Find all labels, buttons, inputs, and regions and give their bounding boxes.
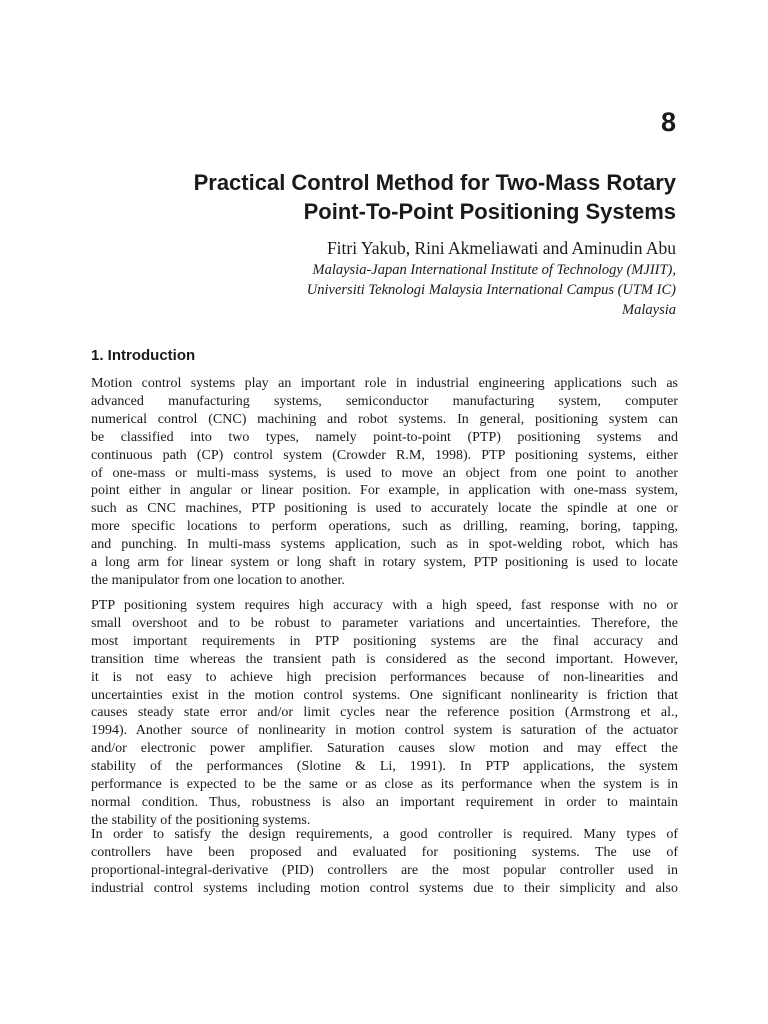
body-paragraph — [91, 597, 678, 830]
chapter-title-line: Practical Control Method for Two-Mass Rotary — [193, 170, 676, 195]
paragraph-line: industrial control systems including motion control systems due to their simplicity and also — [91, 880, 678, 896]
paragraph-line: transition time whereas the transient path is considered as the second important. However, — [91, 651, 678, 667]
paragraph-line: small overshoot and to be robust to parameter variations and uncertainties. Therefore, the — [91, 615, 678, 631]
paragraph-line: advanced manufacturing systems, semiconductor manufacturing system, computer — [91, 393, 678, 409]
paragraph-line: the stability of the positioning systems. — [91, 812, 311, 828]
paragraph-line: continuous path (CP) control system (Crowder R.M, 1998). PTP positioning systems, either — [91, 447, 678, 463]
paragraph-line: 1994). Another source of nonlinearity in motion control system is saturation of the actuator — [91, 723, 678, 739]
paragraph-line: a long arm for linear system or long shaft in rotary system, PTP positioning is used to locate — [91, 555, 678, 571]
paragraph-line: more specific locations to perform operations, such as drilling, reaming, boring, tapping, — [91, 519, 678, 535]
paragraph-line: In order to satisfy the design requirements, a good controller is required. Many types of — [91, 827, 678, 842]
author-block — [116, 236, 676, 320]
paragraph-line: PTP positioning system requires high accuracy with a high speed, fast response with no or — [91, 598, 678, 613]
paragraph-line: Motion control systems play an important role in industrial engineering applications such as — [91, 376, 678, 391]
paragraph-line: and punching. In multi-mass systems application, such as in spot-welding robot, which has — [91, 537, 678, 553]
section-heading: 1. Introduction — [91, 347, 196, 364]
paragraph-line: point either in angular or linear position. For example, in application with one-mass system, — [91, 483, 678, 499]
paragraph-line: controllers have been proposed and evaluated for positioning systems. The use of — [91, 844, 678, 860]
author-names: Fitri Yakub, Rini Akmeliawati and Aminudin Abu — [326, 238, 676, 258]
paragraph-line: and/or electronic power amplifier. Saturation causes slow motion and may effect the — [91, 741, 678, 757]
affiliation-line: Universiti Teknologi Malaysia International Campus (UTM IC) — [306, 282, 676, 298]
paragraph-line: of one-mass or multi-mass systems, is used to move an object from one point to another — [91, 465, 678, 481]
paragraph-line: uncertainties exist in the motion control systems. One significant nonlinearity is friction that — [91, 687, 678, 703]
chapter-number: 8 — [660, 107, 676, 137]
affiliation-line: Malaysia — [622, 302, 676, 318]
affiliation-line: Malaysia-Japan International Institute of Technology (MJIIT), — [312, 262, 676, 278]
paragraph-line: stability of the performances (Slotine & Li, 1991). In PTP applications, the system — [91, 759, 678, 775]
paragraph-line: proportional-integral-derivative (PID) controllers are the most popular controller used in — [91, 862, 678, 878]
paragraph-line: numerical control (CNC) machining and robot systems. In general, positioning system can — [91, 411, 678, 427]
paragraph-line: causes steady state error and/or limit cycles near the reference position (Armstrong et al., — [91, 705, 678, 721]
chapter-title — [76, 168, 676, 226]
paragraph-line: normal condition. Thus, robustness is also an important requirement in order to maintain — [91, 794, 678, 810]
paragraph-line: performance is expected to be the same or as close as its performance when the system is in — [91, 777, 678, 793]
paragraph-line: be classified into two types, namely point-to-point (PTP) positioning systems and — [91, 429, 678, 445]
body-paragraph — [91, 826, 678, 898]
paragraph-line: most important requirements in PTP positioning systems are the final accuracy and — [91, 633, 678, 649]
paragraph-line: the manipulator from one location to another. — [91, 572, 345, 588]
chapter-title-line: Point-To-Point Positioning Systems — [303, 199, 676, 224]
body-paragraph — [91, 375, 678, 590]
paragraph-line: it is not easy to achieve high precision performances because of non-linearities and — [91, 669, 678, 685]
paragraph-line: such as CNC machines, PTP positioning is used to accurately locate the spindle at one or — [91, 501, 678, 517]
